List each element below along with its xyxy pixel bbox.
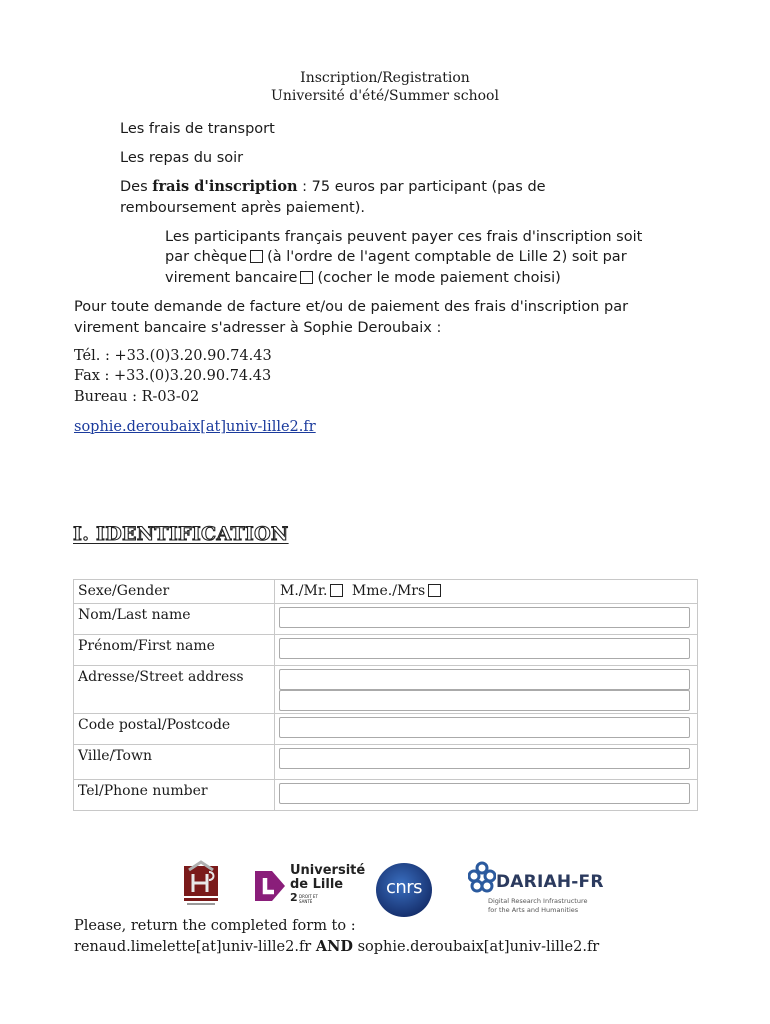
dariah-logo [466,861,604,921]
footer-and: AND [315,938,353,955]
gender-options [275,580,698,604]
address-label: Adresse/Street address [74,666,275,714]
invoice-line2: virement bancaire s'adresser à Sophie Deroubaix : [74,320,442,336]
univ-lille-line2: de Lille [290,877,344,892]
address-cell [275,666,698,714]
dariah-sub2: for the Arts and Humanities [488,906,579,914]
transport-costs: Les frais de transport [120,121,275,137]
contact-email-link[interactable]: sophie.deroubaix[at]univ-lille2.fr [74,419,316,435]
phone-input[interactable] [279,783,690,804]
contact-office: Bureau : R-03-02 [74,389,200,405]
univ-lille-sub: DROIT ET SANTÉ [299,894,318,904]
fees-bold: frais d'inscription [152,178,298,195]
registration-fees-line2: remboursement après paiement). [120,200,365,216]
payment-line3 [165,269,561,287]
payment-line2 [165,248,627,266]
cheque-details: (à l'ordre de l'agent comptable de Lille 2) soit par [267,249,627,265]
town-input[interactable] [279,748,690,769]
fees-rest: : 75 euros par participant (pas de [297,179,546,195]
meal-costs: Les repas du soir [120,150,244,166]
dariah-title: DARIAH-FR [496,872,604,892]
univ-lille-mark [252,867,288,905]
section-title: I. IDENTIFICATION [73,523,289,545]
dariah-flower [468,861,496,893]
cnrs-text: cnrs [385,877,423,898]
first-name-cell [275,635,698,666]
payment-line1: Les participants français peuvent payer ces frais d'inscription soit [165,229,643,245]
mr-label: M./Mr. [280,583,328,599]
cheque-checkbox[interactable] [250,250,263,263]
univ-lille-line1: Université [290,863,366,878]
footer-email-sophie[interactable]: sophie.deroubaix[at]univ-lille2.fr [357,939,600,955]
registration-fees [120,178,546,196]
footer-instruction: Please, return the completed form to : [74,918,356,934]
address-input-2[interactable] [279,690,690,711]
first-name-input[interactable] [279,638,690,659]
transfer-details: (cocher le mode paiement choisi) [317,270,561,286]
msh-logo [183,858,221,908]
mr-checkbox[interactable] [330,584,343,597]
town-cell [275,745,698,780]
town-label: Ville/Town [74,745,275,780]
last-name-input[interactable] [279,607,690,628]
univ-lille-number: 2 [290,891,298,904]
footer-emails [74,938,599,956]
postcode-label: Code postal/Postcode [74,714,275,745]
mrs-checkbox[interactable] [428,584,441,597]
invoice-line1: Pour toute demande de facture et/ou de paiement des frais d'inscription par [74,299,629,315]
contact-tel: Tél. : +33.(0)3.20.90.74.43 [74,348,272,364]
transfer-checkbox[interactable] [300,271,313,284]
contact-fax: Fax : +33.(0)3.20.90.74.43 [74,368,272,384]
cheque-label: par chèque [165,249,248,265]
mrs-label: Mme./Mrs [351,583,426,599]
first-name-label: Prénom/First name [74,635,275,666]
last-name-cell [275,604,698,635]
cnrs-logo [374,861,434,919]
header-title: Inscription/Registration [300,70,470,86]
dariah-sub1: Digital Research Infrastructure [488,897,588,905]
last-name-label: Nom/Last name [74,604,275,635]
header-subtitle: Université d'été/Summer school [271,88,499,104]
phone-label: Tel/Phone number [74,780,275,811]
postcode-cell [275,714,698,745]
identification-table [73,579,698,811]
phone-cell [275,780,698,811]
postcode-input[interactable] [279,717,690,738]
footer-email-renaud[interactable]: renaud.limelette[at]univ-lille2.fr [74,939,312,955]
address-input-1[interactable] [279,669,690,690]
univ-lille-logo [252,863,366,908]
transfer-label: virement bancaire [165,270,298,286]
fees-prefix: Des [120,179,153,195]
gender-label: Sexe/Gender [74,580,275,604]
